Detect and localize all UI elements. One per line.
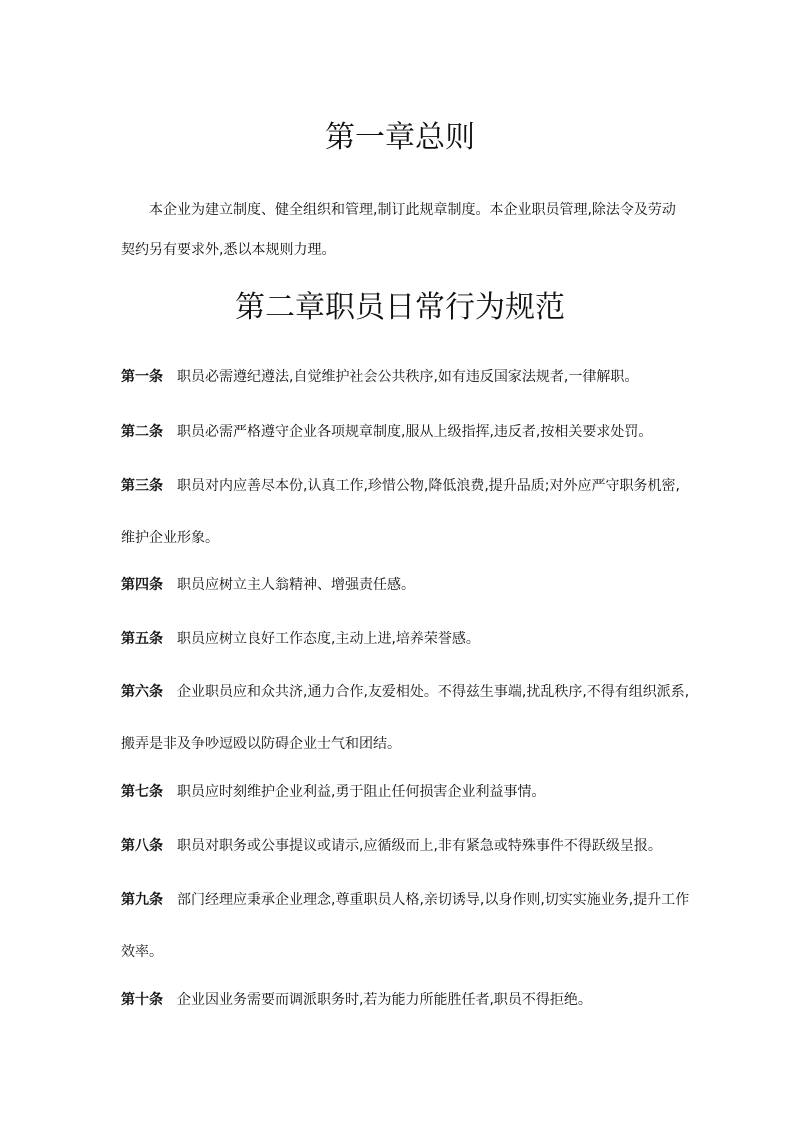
article-1	[121, 351, 691, 403]
article-number: 第四条	[121, 577, 163, 593]
article-text: 企业因业务需要而调派职务时,若为能力所能胜任者,职员不得拒绝。	[177, 992, 592, 1008]
article-number: 第八条	[121, 838, 163, 854]
article-number: 第五条	[121, 631, 163, 647]
article-number: 第十条	[121, 992, 163, 1008]
article-3	[121, 460, 691, 564]
article-number: 第一条	[121, 369, 163, 385]
article-number: 第六条	[121, 684, 163, 700]
article-text: 部门经理应秉承企业理念,尊重职员人格,亲切诱导,以身作则,切实实施业务,提升工作效率。	[121, 892, 690, 960]
chapter-2-title: 第二章职员日常行为规范	[235, 290, 565, 325]
chapter-1-intro: 本企业为建立制度、健全组织和管理,制订此规章制度。本企业职员管理,除法令及劳动契约另有要求外,悉以本规则力理。	[121, 202, 676, 258]
article-text: 职员对内应善尽本份,认真工作,珍惜公物,降低浪费,提升品质;对外应严守职务机密,维护企业形象。	[121, 478, 680, 546]
article-10	[121, 974, 691, 1026]
article-9	[121, 874, 691, 978]
article-text: 职员应树立主人翁精神、增强责任感。	[177, 577, 415, 593]
article-8	[121, 820, 691, 872]
article-number: 第二条	[121, 424, 163, 440]
article-7	[121, 766, 691, 818]
article-text: 职员必需严格遵守企业各项规章制度,服从上级指挥,违反者,按相关要求处罚。	[177, 424, 653, 440]
article-number: 第九条	[121, 892, 163, 908]
article-text: 职员应时刻维护企业利益,勇于阻止任何损害企业利益事情。	[177, 784, 546, 800]
article-2	[121, 406, 691, 458]
article-4	[121, 559, 691, 611]
chapter-1-title: 第一章总则	[325, 120, 475, 155]
article-text: 职员必需遵纪遵法,自觉维护社会公共秩序,如有违反国家法规者,一律解职。	[177, 369, 639, 385]
article-5	[121, 613, 691, 665]
article-text: 职员对职务或公事提议或请示,应循级而上,非有紧急或特殊事件不得跃级呈报。	[177, 838, 662, 854]
article-number: 第七条	[121, 784, 163, 800]
article-number: 第三条	[121, 478, 163, 494]
article-text: 企业职员应和众共济,通力合作,友爱相处。不得兹生事端,扰乱秩序,不得有组织派系,搬弄是非及争吵逗殴以防碍企业士气和团结。	[121, 684, 690, 752]
article-6	[121, 666, 691, 770]
article-text: 职员应树立良好工作态度,主动上进,培养荣誉感。	[177, 631, 480, 647]
